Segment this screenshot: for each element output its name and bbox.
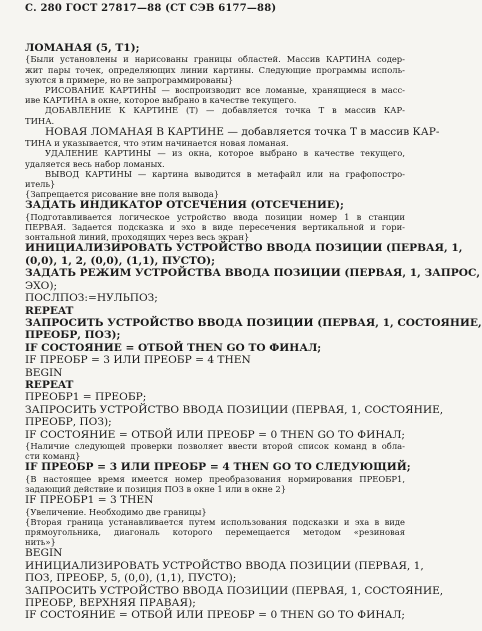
text-line: ЗАДАТЬ ИНДИКАТОР ОТСЕЧЕНИЯ (ОТСЕЧЕНИЕ); [25,199,344,212]
text-line: IF СОСТОЯНИЕ = ОТБОЙ ИЛИ ПРЕОБР = 0 THEN GO TO ФИНАЛ; [25,609,405,622]
text-line: итель} [25,179,56,190]
text-line: (0,0), 1, 2, (0,0), (1,1), ПУСТО); [25,254,216,267]
text-line: ИНИЦИАЛИЗИРОВАТЬ УСТРОЙСТВО ВВОДА ПОЗИЦИИ (ПЕРВАЯ, 1, [25,242,463,255]
page-header: С. 280 ГОСТ 27817—88 (СТ СЭВ 6177—88) [25,3,277,14]
text-line: ВЫВОД КАРТИНЫ — картина выводится в метафайл или на графопостро- [45,168,405,179]
text-line: зонтальной линий, проходящих через весь экран} [25,232,250,243]
text-line: ПРЕОБР, ВЕРХНЯЯ ПРАВАЯ); [25,597,196,610]
text-line: удаляется весь набор ломаных. [25,158,165,169]
text-line: ПРЕОБР1 = ПРЕОБР; [25,391,147,404]
text-line: {Были установлены и нарисованы границы областей. Массив КАРТИНА содер- [25,54,405,65]
text-line: REPEAT [25,304,74,317]
text-line: ЭХО); [25,279,58,292]
text-line: BEGIN [25,366,63,379]
text-line: ЗАДАТЬ РЕЖИМ УСТРОЙСТВА ВВОДА ПОЗИЦИИ (ПЕРВАЯ, 1, ЗАПРОС, [25,267,481,280]
text-line: ЗАПРОСИТЬ УСТРОЙСТВО ВВОДА ПОЗИЦИИ (ПЕРВАЯ, 1, СОСТОЯНИЕ, [25,316,482,329]
text-line: IF СОСТОЯНИЕ = ОТБОЙ THEN GO TO ФИНАЛ; [25,341,322,354]
text-line: зуются в примере, но не запрограммированы} [25,74,234,85]
text-line: жит пары точек, определяющих линии картины. Следующие программы исполь- [25,64,405,75]
text-line: ЗАПРОСИТЬ УСТРОЙСТВО ВВОДА ПОЗИЦИИ (ПЕРВАЯ, 1, СОСТОЯНИЕ, [25,584,444,597]
text-line: ЗАПРОСИТЬ УСТРОЙСТВО ВВОДА ПОЗИЦИИ (ПЕРВАЯ, 1, СОСТОЯНИЕ, [25,403,444,416]
text-line: ПОЗ, ПРЕОБР, 5, (0,0), (1,1), ПУСТО); [25,572,237,585]
text-line: {В настоящее время имеется номер преобразования нормирования ПРЕОБР1, [25,473,405,484]
text-line: ТИНА. [25,115,55,126]
text-line: ТИНА и указывается, что этим начинается новая ломаная. [25,138,289,149]
text-line: IF СОСТОЯНИЕ = ОТБОЙ ИЛИ ПРЕОБР = 0 THEN GO TO ФИНАЛ; [25,428,405,441]
text-line: {Наличие следующей проверки позволяет ввести второй список команд в обла- [25,440,405,451]
text-line: {Запрещается рисование вне поля вывода} [25,189,220,200]
text-line: сти команд} [25,451,81,462]
text-line: ДОБАВЛЕНИЕ К КАРТИНЕ (Т) — добавляется точка Т в массив КАР- [45,105,405,116]
text-line: IF ПРЕОБР = 3 ИЛИ ПРЕОБР = 4 THEN GO TO СЛЕДУЮЩИЙ; [25,461,411,474]
text-line: {Вторая граница устанавливается путем использования подсказки и эха в виде [25,516,405,527]
text-line: {Подготавливается логическое устройство ввода позиции номер 1 в станции [25,211,405,222]
text-line: ПРЕОБР, ПОЗ); [25,329,121,342]
text-line: REPEAT [25,378,74,391]
document-body [25,42,482,622]
text-line: {Увеличение. Необходимо две границы} [25,506,207,517]
text-line: задающий действие и позиция ПОЗ в окне 1 или в окне 2} [25,483,287,494]
text-line: BEGIN [25,547,63,560]
text-line: прямоугольника, диагональ которого перемещается методом «резиновая [25,527,405,537]
text-line: ПРЕОБР, ПОЗ); [25,416,112,429]
text-line: НОВАЯ ЛОМАНАЯ В КАРТИНЕ — добавляется точка Т в массив КАР- [45,125,440,138]
text-line: иве КАРТИНА в окне, которое выбрано в качестве текущего. [25,95,297,106]
text-line: нить»} [25,537,56,548]
text-line: РИСОВАНИЕ КАРТИНЫ — воспроизводит все ломаные, хранящиеся в масс- [45,85,405,96]
text-line: ПОСЛПОЗ:=НУЛЬПОЗ; [25,292,158,305]
text-line: IF ПРЕОБР = 3 ИЛИ ПРЕОБР = 4 THEN [25,354,251,367]
text-line: ИНИЦИАЛИЗИРОВАТЬ УСТРОЙСТВО ВВОДА ПОЗИЦИИ (ПЕРВАЯ, 1, [25,559,424,572]
text-line: ЛОМАНАЯ (5, Т1); [25,42,140,54]
text-line: IF ПРЕОБР1 = 3 THEN [25,494,154,507]
text-line: УДАЛЕНИЕ КАРТИНЫ — из окна, которое выбрано в качестве текущего, [45,148,405,159]
text-line: ПЕРВАЯ. Задается подсказка и эхо в виде пересечения вертикальной и гори- [25,222,405,233]
